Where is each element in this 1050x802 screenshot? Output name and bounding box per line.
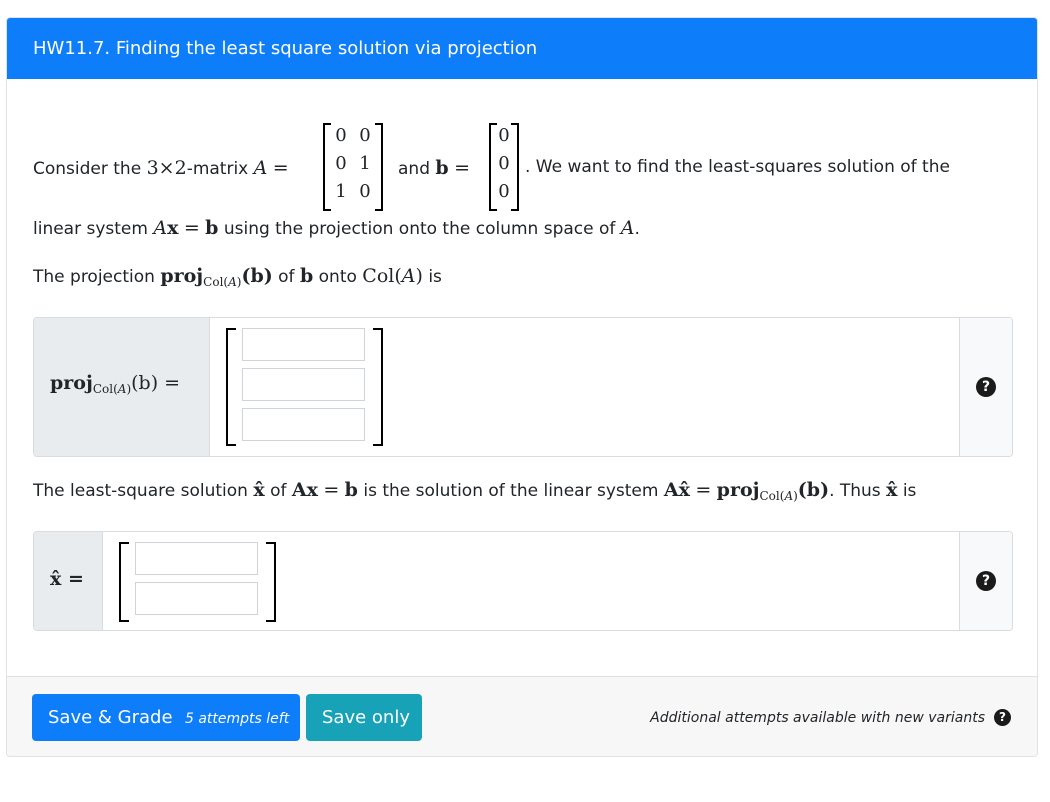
label-col: Col — [92, 382, 114, 396]
equals-sign: = — [272, 157, 289, 179]
line4-is: is — [902, 481, 917, 501]
line3-of: of — [278, 267, 295, 287]
vector-b-cell: 0 — [498, 181, 510, 202]
question-card — [6, 17, 1038, 757]
matrix-A-cell: 0 — [335, 125, 347, 146]
xhat-right-bracket — [266, 542, 276, 622]
line3-onto: onto — [318, 267, 357, 287]
xhat-answer-label — [34, 532, 103, 630]
projection-right-bracket — [373, 328, 383, 446]
attempts-left: 5 attempts left — [185, 711, 290, 727]
line2-eq: = — [183, 217, 200, 239]
line4-xhat: x̂ — [253, 479, 265, 501]
line4-b: b — [344, 479, 358, 501]
label-tail: (b) = — [131, 372, 181, 394]
line4-paren-close: ) — [793, 489, 798, 503]
label-paren-open: ( — [113, 382, 118, 396]
line2-text2: using the projection onto the column space of — [223, 219, 616, 239]
vector-b-cell: 0 — [498, 153, 510, 174]
matrix-A-cell: 1 — [359, 153, 371, 174]
xhat-input-1[interactable] — [135, 542, 258, 575]
intro-want: . We want to find the least-squares solution of the — [525, 157, 950, 177]
line3-colA: A — [228, 275, 237, 289]
linear-system-text — [33, 217, 640, 239]
equals-sign-2: = — [454, 157, 471, 179]
matrix-A-cell: 1 — [335, 181, 347, 202]
projection-label-text — [50, 372, 180, 394]
save-and-grade-label: Save & Grade — [48, 707, 173, 728]
projection-left-bracket — [226, 328, 236, 446]
matrix-A-cell: 0 — [335, 153, 347, 174]
matrix-A-cell: 0 — [359, 125, 371, 146]
projection-input-3[interactable] — [242, 408, 365, 441]
xhat-answer-group — [33, 531, 1013, 631]
line4-Ax: Ax — [291, 479, 318, 501]
line3-paren-open: ( — [223, 275, 229, 289]
line4-eq2: = — [695, 479, 712, 501]
line4-colA: A — [784, 489, 794, 503]
line4-of: of — [270, 481, 287, 501]
line4-proj: proj — [716, 479, 760, 501]
question-title: HW11.7. Finding the least square solution via projection — [33, 38, 538, 59]
symbol-b: b — [435, 157, 449, 179]
least-square-text — [33, 479, 916, 501]
help-icon[interactable]: ? — [976, 571, 996, 591]
line2-b: b — [205, 217, 219, 239]
intro-text — [33, 157, 289, 179]
line4-text2: is the solution of the linear system — [363, 481, 659, 501]
matrix-A-cell: 0 — [359, 181, 371, 202]
line3-col2: Col( — [362, 265, 402, 287]
save-only-button[interactable] — [306, 694, 422, 741]
xhat-input-2[interactable] — [135, 582, 258, 615]
projection-answer-label — [34, 318, 210, 456]
projection-text — [33, 265, 442, 287]
line2-period: . — [634, 219, 640, 239]
line4-eq: = — [323, 479, 340, 501]
matrix-A-right-bracket — [375, 123, 383, 211]
xhat-help-cell — [959, 532, 1012, 630]
line3-is: is — [428, 267, 442, 287]
line4-paren-open: ( — [779, 489, 785, 503]
vector-b — [489, 123, 519, 211]
dim-cols: 2 — [174, 157, 187, 179]
line4-text1: The least-square solution — [33, 481, 248, 501]
and-word: and — [398, 159, 430, 179]
label-paren-close: ) — [126, 382, 132, 396]
line3-proj: proj — [160, 265, 204, 287]
help-icon[interactable]: ? — [994, 709, 1011, 726]
line3-paren-close: ) — [236, 275, 242, 289]
xhat-left-bracket — [119, 542, 129, 622]
line4-Axhat: Ax̂ — [663, 479, 690, 501]
line3-b: b — [299, 265, 314, 287]
matrix-A-left-bracket — [323, 123, 331, 211]
symbol-A: A — [253, 157, 268, 179]
line2-text1: linear system — [33, 219, 148, 239]
line4-col: Col — [759, 489, 780, 503]
line3-A2: A — [401, 265, 416, 287]
projection-input-2[interactable] — [242, 368, 365, 401]
save-and-grade-button[interactable] — [32, 694, 300, 741]
vector-b-cell: 0 — [498, 125, 510, 146]
projection-answer-group — [33, 317, 1013, 457]
question-footer — [7, 676, 1037, 757]
xhat-label-text: x̂ = — [50, 568, 84, 590]
label-A: A — [117, 382, 127, 396]
line2-x: x — [167, 217, 179, 239]
intro-and — [398, 157, 470, 179]
projection-help-cell — [959, 318, 1012, 456]
line2-A2: A — [620, 217, 635, 239]
save-only-label: Save only — [322, 707, 410, 728]
line4-paren-b: (b) — [797, 479, 830, 501]
line3-close: ) — [415, 265, 423, 287]
question-header — [7, 18, 1037, 79]
matrix-A — [323, 123, 383, 211]
help-icon[interactable]: ? — [976, 377, 996, 397]
line3-col: Col — [203, 275, 224, 289]
dim-rows: 3 — [146, 157, 159, 179]
projection-input-1[interactable] — [242, 328, 365, 361]
times-symbol: × — [158, 157, 175, 179]
intro-consider: Consider the — [33, 159, 142, 179]
line4-xhat2: x̂ — [886, 479, 898, 501]
line3-text1: The projection — [33, 267, 155, 287]
additional-attempts-note: Additional attempts available with new variants — [650, 710, 985, 726]
line3-paren-b: (b) — [241, 265, 273, 287]
matrix-word: -matrix — [186, 159, 249, 179]
label-proj: proj — [50, 372, 93, 394]
line2-A: A — [153, 217, 168, 239]
line4-thus: . Thus — [829, 481, 881, 501]
